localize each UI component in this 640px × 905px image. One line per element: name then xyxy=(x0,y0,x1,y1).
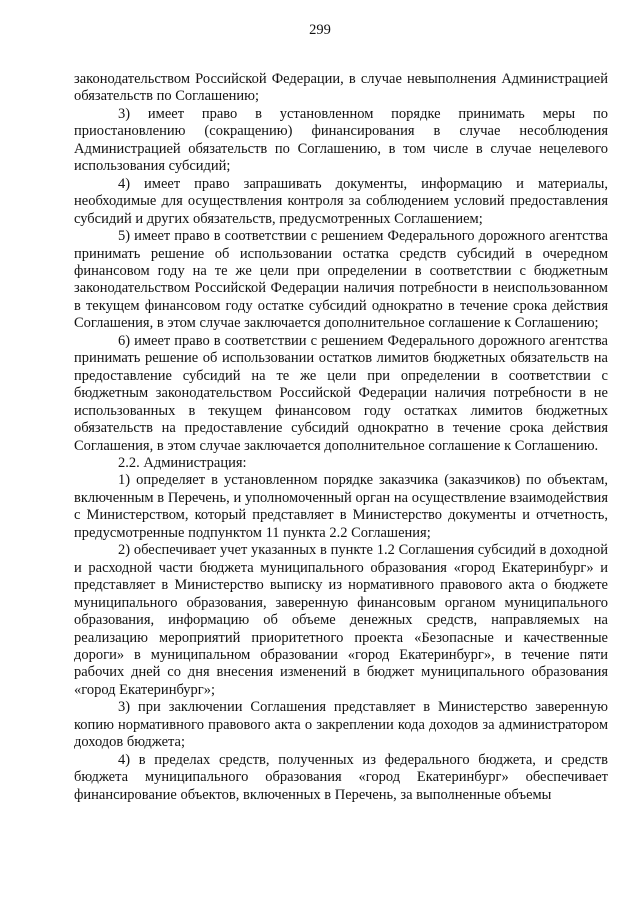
paragraph-admin-item-3: 3) при заключении Соглашения представляет в Министерство заверенную копию нормативного правового акта о закреплении кода доходов за администратором доходов бюджета; xyxy=(74,699,608,751)
document-body xyxy=(74,71,608,804)
paragraph-admin-item-1: 1) определяет в установленном порядке заказчика (заказчиков) по объектам, включенным в Перечень, и уполномоченный орган на осуществление взаимодействия с Министерством, который представляет в Министерство документы и отчетность, предусмотренные подпунктом 11 пункта 2.2 Соглашения; xyxy=(74,472,608,541)
paragraph-continuation: законодательством Российской Федерации, в случае невыполнения Администрацией обязательств по Соглашению; xyxy=(74,71,608,105)
paragraph-item-4: 4) имеет право запрашивать документы, информацию и материалы, необходимые для осуществления контроля за соблюдением условий предоставления субсидий и других обязательств, предусмотренных Соглашением; xyxy=(74,175,608,227)
section-heading-2-2: 2.2. Администрация: xyxy=(118,454,247,471)
paragraph-admin-item-4: 4) в пределах средств, полученных из федерального бюджета, и средств бюджета муниципального образования «город Екатеринбург» обеспечивает финансирование объектов, включенных в Перечень, за выполненные объемы xyxy=(74,751,608,803)
paragraph-item-5: 5) имеет право в соответствии с решением Федерального дорожного агентства принимать решение об использовании остатка средств субсидий в очередном финансовом году на те же цели при определении в соответствии с бюджетным законодательством Российской Федерации наличия потребности в неиспользованном в текущем финансовом году остатке субсидий однократно в течение срока действия Соглашения, в этом случае заключается дополнительное соглашение к Соглашению; xyxy=(74,228,608,332)
paragraph-item-6: 6) имеет право в соответствии с решением Федерального дорожного агентства принимать решение об использовании остатков лимитов бюджетных обязательств на предоставление субсидий на те же цели при определении в соответствии с бюджетным законодательством Российской Федерации наличия потребности в не использованных в текущем финансовом году остатках лимитов бюджетных обязательств на предоставление субсидий однократно в течение срока действия Соглашения, в этом случае заключается дополнительное соглашение к Соглашению. xyxy=(74,332,608,454)
page-number: 299 xyxy=(309,22,331,38)
paragraph-item-3: 3) имеет право в установленном порядке принимать меры по приостановлению (сокращению) финансирования в случае несоблюдения Администрацией обязательств по Соглашению, в том числе в случае нецелевого использования субсидий; xyxy=(74,105,608,175)
paragraph-admin-item-2: 2) обеспечивает учет указанных в пункте 1.2 Соглашения субсидий в доходной и расходной части бюджета муниципального образования «город Екатеринбург» и представляет в Министерство выписку из нормативного правового акта о бюджете муниципального образования, заверенную финансовым органом муниципального образования, информацию об объеме денежных средств, направляемых на реализацию мероприятий приоритетного проекта «Безопасные и качественные дороги» в муниципальном образовании «город Екатеринбург», в течение пяти рабочих дней со дня внесения изменений в бюджет муниципального образования «город Екатеринбург»; xyxy=(74,542,608,698)
